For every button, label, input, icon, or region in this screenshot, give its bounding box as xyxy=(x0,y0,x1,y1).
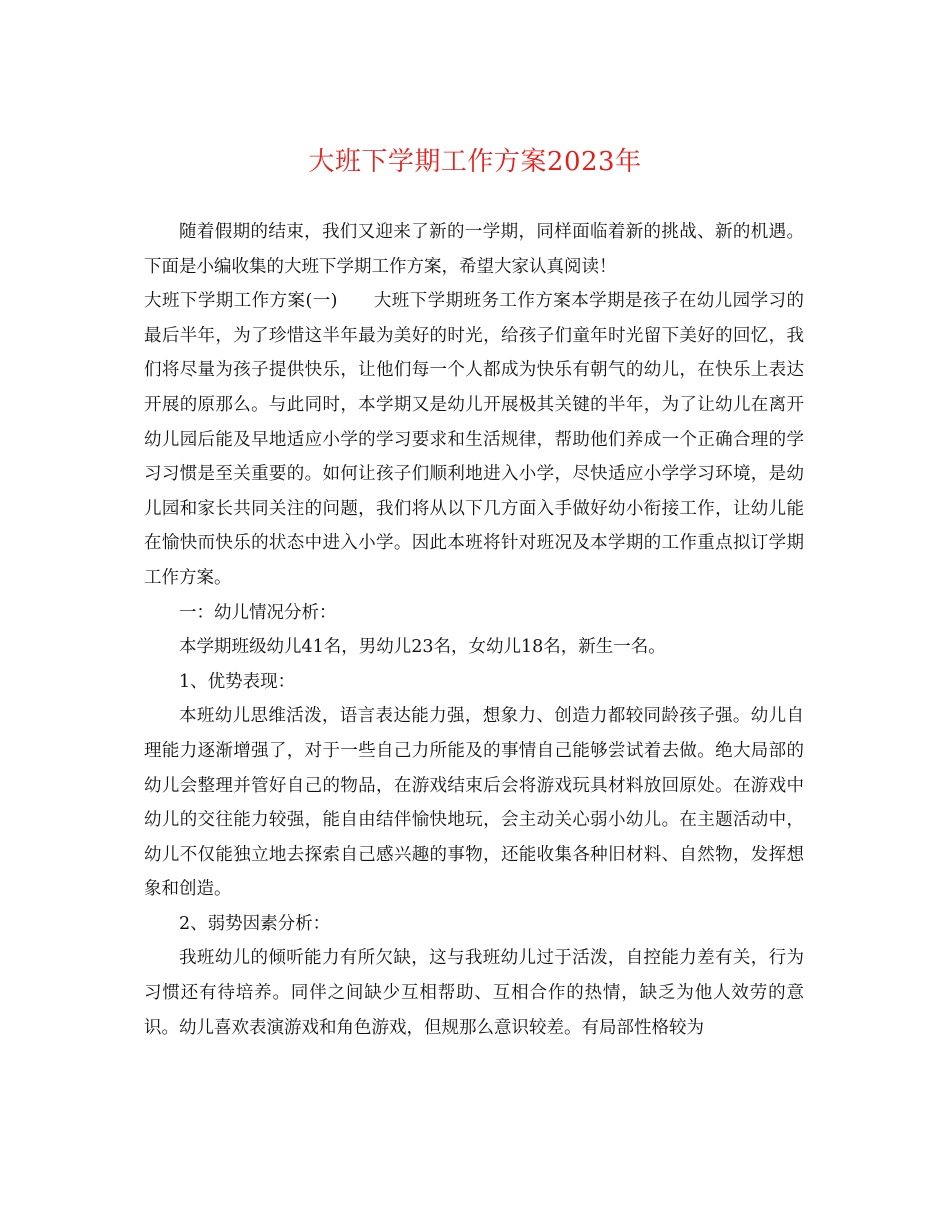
document-body xyxy=(144,215,804,1045)
section-heading-child-analysis: 一：幼儿情况分析： xyxy=(179,602,337,623)
paragraph-class-size: 本学期班级幼儿41名，男幼儿23名，女幼儿18名，新生一名。 xyxy=(179,637,666,658)
paragraph-intro: 随着假期的结束，我们又迎来了新的一学期，同样面临着新的挑战、新的机遇。下面是小编收集的大班下学期工作方案，希望大家认真阅读！ xyxy=(144,222,804,277)
paragraph-plan-one: 大班下学期工作方案(一) 大班下学期班务工作方案本学期是孩子在幼儿园学习的最后半年，为了珍惜这半年最为美好的时光，给孩子们童年时光留下美好的回忆，我们将尽量为孩子提供快乐，让他们每一个人都成为快乐有朝气的幼儿，在快乐上表达开展的原那么。与此同时，本学期又是幼儿开展极其关键的半年，为了让幼儿在离开幼儿园后能及早地适应小学的学习要求和生活规律，帮助他们养成一个正确合理的学习习惯是至关重要的。如何让孩子们顺利地进入小学，尽快适应小学学习环境，是幼儿园和家长共同关注的问题，我们将从以下几方面入手做好幼小衔接工作，让幼儿能在愉快而快乐的状态中进入小学。因此本班将针对班况及本学期的工作重点拟订学期工作方案。 xyxy=(144,291,804,588)
paragraph-strengths: 本班幼儿思维活泼，语言表达能力强，想象力、创造力都较同龄孩子强。幼儿自理能力逐渐增强了，对于一些自己力所能及的事情自己能够尝试着去做。绝大局部的幼儿会整理并管好自己的物品，在游戏结束后会将游戏玩具材料放回原处。在游戏中幼儿的交往能力较强，能自由结伴愉快地玩，会主动关心弱小幼儿。在主题活动中，幼儿不仅能独立地去探索自己感兴趣的事物，还能收集各种旧材料、自然物，发挥想象和创造。 xyxy=(144,706,804,900)
section-heading-strengths: 1、优势表现： xyxy=(179,671,296,692)
document-title: 大班下学期工作方案2023年 xyxy=(308,147,642,177)
section-heading-weaknesses: 2、弱势因素分析： xyxy=(179,913,331,934)
paragraph-weaknesses: 我班幼儿的倾听能力有所欠缺，这与我班幼儿过于活泼，自控能力差有关，行为习惯还有待培养。同伴之间缺少互相帮助、互相合作的热情，缺乏为他人效劳的意识。幼儿喜欢表演游戏和角色游戏，但规那么意识较差。有局部性格较为 xyxy=(144,948,804,1038)
